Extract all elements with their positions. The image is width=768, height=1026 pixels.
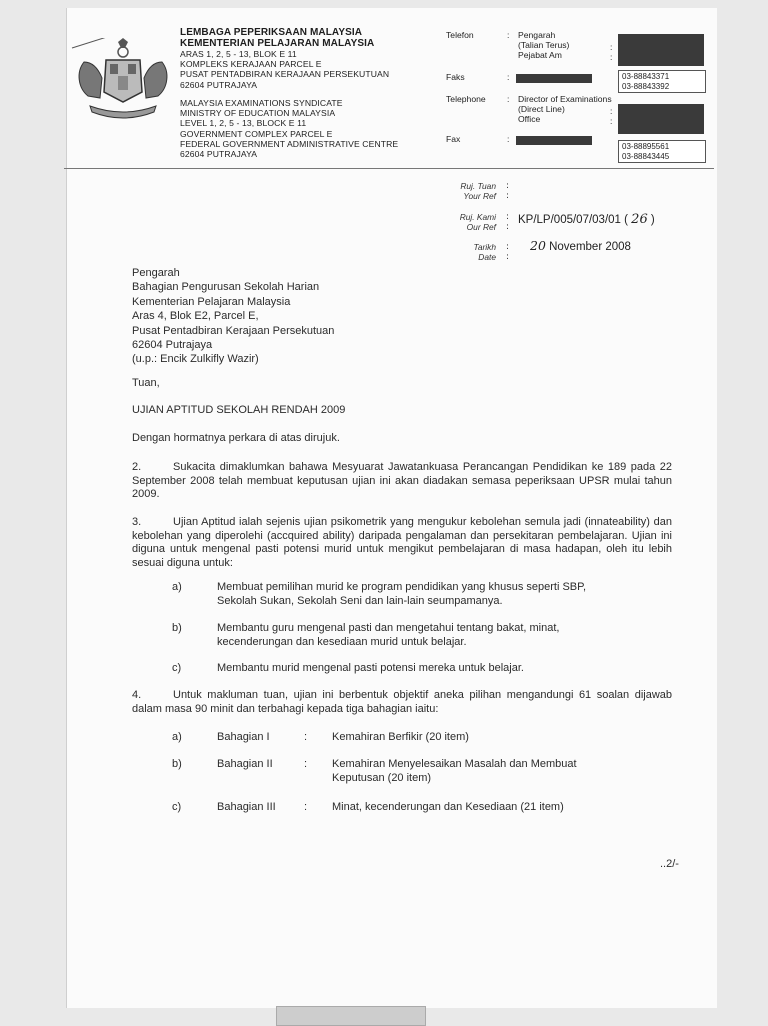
header-divider	[64, 168, 714, 169]
colon: :	[610, 116, 613, 126]
fax-number: 03-88843445	[622, 151, 670, 161]
colon: :	[506, 222, 510, 232]
header-english-block	[180, 98, 398, 159]
colon: :	[507, 72, 510, 82]
scan-artifact	[276, 1006, 426, 1026]
address-line: Pusat Pentadbiran Kerajaan Persekutuan	[132, 324, 335, 337]
colon: :	[506, 191, 510, 201]
agency-name-en: MALAYSIA EXAMINATIONS SYNDICATE	[180, 98, 343, 108]
colon: :	[304, 758, 308, 770]
item-label: c)	[172, 662, 182, 674]
contact-line: Pejabat Am	[518, 50, 562, 60]
our-ref-label: Our Ref	[466, 222, 496, 232]
colon: :	[610, 106, 613, 116]
paragraph-number: 3.	[132, 516, 142, 528]
section-description: Kemahiran Berfikir (20 item)	[332, 731, 469, 743]
fax-number-box	[618, 140, 706, 163]
colon: :	[506, 252, 510, 262]
purpose-item	[172, 622, 632, 652]
telefon-label: Telefon	[446, 30, 474, 40]
address-line: (u.p.: Encik Zulkifly Wazir)	[132, 353, 259, 366]
fax-number: 03-88843371	[622, 72, 670, 81]
address-line: Kementerian Pelajaran Malaysia	[132, 295, 291, 308]
our-ref-value	[518, 212, 655, 227]
address-line-en: FEDERAL GOVERNMENT ADMINISTRATIVE CENTRE	[180, 138, 399, 149]
contact-line: Pengarah	[518, 30, 556, 40]
address-line-en: GOVERNMENT COMPLEX PARCEL E	[180, 128, 333, 139]
handwritten-ref-number: 26	[631, 212, 648, 227]
recipient-address	[132, 266, 334, 367]
contact-line: (Direct Line)	[518, 104, 565, 114]
page-continuation-marker: ..2/-	[660, 858, 679, 870]
ref-labels-your	[436, 181, 496, 201]
handwritten-day: 20	[530, 238, 546, 253]
paragraph-3	[132, 516, 672, 570]
salutation: Tuan,	[132, 377, 160, 389]
subject-line: UJIAN APTITUD SEKOLAH RENDAH 2009	[132, 404, 346, 416]
date-label: Date	[478, 252, 496, 262]
your-ref-label: Your Ref	[463, 191, 496, 201]
section-description: Kemahiran Menyelesaikan Masalah dan Membuat Keputusan (20 item)	[332, 758, 577, 784]
ministry-name-ms: KEMENTERIAN PELAJARAN MALAYSIA	[180, 38, 375, 49]
address-line: Bahagian Pengurusan Sekolah Harian	[132, 281, 320, 294]
address-line: Aras 4, Blok E2, Parcel E,	[132, 310, 259, 323]
date-labels	[436, 242, 496, 262]
our-ref-number: KP/LP/005/07/03/01 (	[518, 214, 628, 226]
colon: :	[506, 212, 510, 222]
section-name: Bahagian I	[217, 731, 270, 743]
ruj-kami-label: Ruj. Kami	[459, 212, 496, 222]
redacted-fax-block	[516, 74, 592, 83]
address-line-ms: ARAS 1, 2, 5 - 13, BLOK E 11	[180, 49, 297, 59]
item-label: a)	[172, 581, 182, 593]
item-label: a)	[172, 731, 182, 743]
colon: :	[304, 731, 308, 743]
paragraph-number: 4.	[132, 689, 142, 701]
item-label: c)	[172, 801, 182, 813]
tarikh-label: Tarikh	[473, 242, 496, 252]
faks-label: Faks	[446, 72, 465, 82]
colon: :	[610, 42, 613, 52]
malaysia-coat-of-arms-icon	[70, 38, 176, 124]
section-name: Bahagian III	[217, 801, 276, 813]
colon: :	[507, 30, 510, 40]
item-text: Membantu murid mengenal pasti potensi mereka untuk belajar.	[217, 662, 524, 674]
purpose-item	[172, 662, 632, 678]
director-lines	[518, 94, 612, 124]
paragraph-text: Untuk makluman tuan, ujian ini berbentuk objektif aneka pilihan mengandungi 61 soalan dijawab dalam masa 90 minit dan terbahagi kepada tiga bahagian iaitu:	[132, 689, 672, 715]
address-line: Pengarah	[132, 267, 180, 279]
ref-labels-our	[436, 212, 496, 232]
address-line-ms: 62604 PUTRAJAYA	[180, 79, 258, 90]
item-label: b)	[172, 758, 182, 770]
pengarah-lines	[518, 30, 569, 60]
address-line-en: LEVEL 1, 2, 5 - 13, BLOCK E 11	[180, 118, 307, 129]
fax-number: 03-88843392	[622, 81, 670, 91]
item-label: b)	[172, 622, 182, 634]
section-name: Bahagian II	[217, 758, 273, 770]
header-malay-block	[180, 27, 389, 90]
section-item	[172, 758, 652, 788]
telephone-label: Telephone	[446, 94, 486, 104]
address-line-ms: PUSAT PENTADBIRAN KERAJAAN PERSEKUTUAN	[180, 69, 390, 80]
intro-line: Dengan hormatnya perkara di atas dirujuk.	[132, 432, 340, 444]
date-month-year: November 2008	[549, 241, 631, 253]
paragraph-text: Sukacita dimaklumkan bahawa Mesyuarat Jawatankuasa Perancangan Pendidikan ke 189 pada 22 September 2008 telah membuat keputusan ujian ini akan diadakan semasa peperiksaan UPSR mulai tahun 2009.	[132, 461, 672, 501]
colon: :	[610, 52, 613, 62]
colon: :	[507, 134, 510, 144]
colon: :	[507, 94, 510, 104]
colon: :	[304, 801, 308, 813]
section-description: Minat, kecenderungan dan Kesediaan (21 item)	[332, 801, 564, 813]
address-line-ms: KOMPLEKS KERAJAAN PARCEL E	[180, 59, 322, 70]
fax-number: 03-88895561	[622, 142, 670, 151]
agency-name-ms: LEMBAGA PEPERIKSAAN MALAYSIA	[180, 27, 363, 38]
ruj-tuan-label: Ruj. Tuan	[460, 181, 496, 191]
colon: :	[506, 181, 510, 191]
date-value	[530, 238, 631, 253]
purpose-item	[172, 581, 632, 611]
section-item	[172, 731, 652, 747]
redacted-phone-block	[618, 104, 704, 134]
section-item	[172, 801, 652, 817]
item-text: Membuat pemilihan murid ke program pendidikan yang khusus seperti SBP, Sekolah Sukan, Sekolah Seni dan lain-lain seumpamanya.	[217, 581, 587, 607]
address-line: 62604 Putrajaya	[132, 339, 213, 352]
contact-line: (Talian Terus)	[518, 40, 570, 50]
contact-line: Office	[518, 114, 541, 124]
paragraph-text: Ujian Aptitud ialah sejenis ujian psikometrik yang mengukur kebolehan semula jadi (innateability) dan kebolehan yang diperolehi (accquired ability) daripada pengalaman dan persekitaran pembelajaran. Ujian ini diguna untuk mengenal pasti potensi murid untuk mengikut pembelajaran di masa hadapan, oleh itu lebih sesuai diguna untuk:	[132, 516, 672, 569]
paragraph-2	[132, 461, 672, 502]
contact-line: Director of Examinations	[518, 94, 612, 104]
colon: :	[506, 242, 510, 252]
fax-label: Fax	[446, 134, 461, 144]
paragraph-4	[132, 689, 672, 716]
address-line-en: 62604 PUTRAJAYA	[180, 149, 258, 160]
ministry-name-en: MINISTRY OF EDUCATION MALAYSIA	[180, 108, 336, 119]
redacted-phone-block	[618, 34, 704, 66]
faks-number-box	[618, 70, 706, 93]
redacted-fax-block	[516, 136, 592, 145]
paragraph-number: 2.	[132, 461, 142, 473]
item-text: Membantu guru mengenal pasti dan mengetahui tentang bakat, minat, kecenderungan dan kesediaan murid untuk belajar.	[217, 622, 560, 648]
our-ref-close: )	[650, 214, 655, 226]
